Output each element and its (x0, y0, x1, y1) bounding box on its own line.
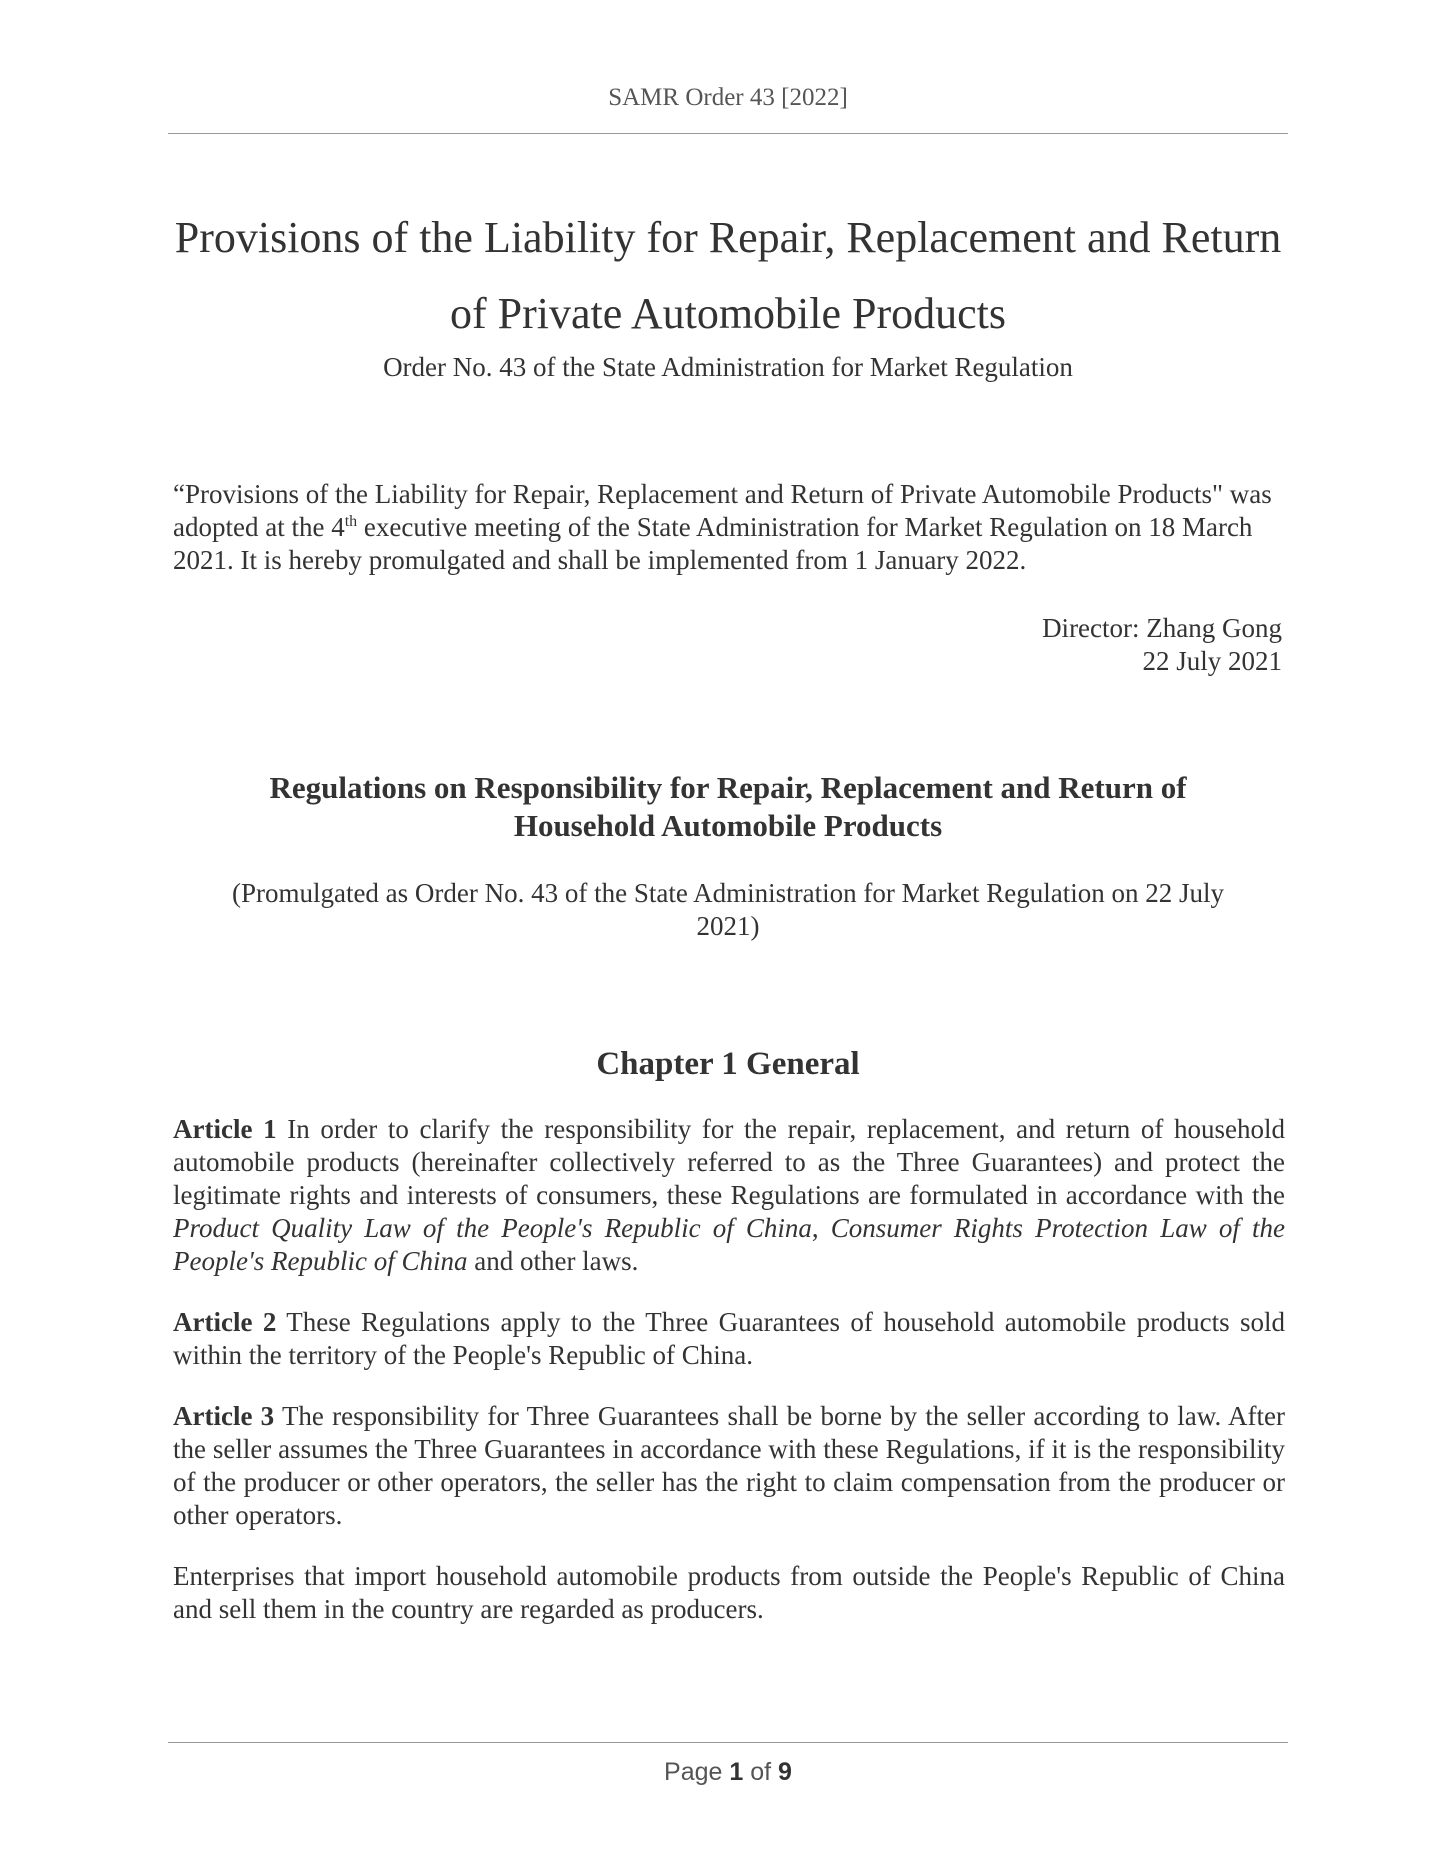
promulgation-note-line-2: 2021) (696, 911, 760, 941)
regulation-title (168, 769, 1288, 845)
article-label: Article 3 (173, 1401, 275, 1431)
document-subtitle: Order No. 43 of the State Administration for Market Regulation (383, 352, 1073, 382)
intro-text-part-2: executive meeting of the State Administration for Market Regulation on 18 March 2021. It is hereby promulgated and shall be implemented from 1 January 2022. (173, 512, 1253, 575)
intro-paragraph (173, 478, 1285, 577)
law-title: Consumer Rights Protection Law of the People's Republic of China (173, 1213, 1286, 1276)
regulation-title-line-2: Household Automobile Products (513, 808, 943, 843)
article-1 (173, 1113, 1285, 1278)
signature-date: 22 July 2021 (1142, 646, 1282, 676)
law-title: Product Quality Law of the People's Republic of China (173, 1213, 812, 1243)
chapter-heading: Chapter 1 General (596, 1046, 860, 1082)
article-text: and other laws. (467, 1246, 639, 1276)
promulgation-note-line-1: (Promulgated as Order No. 43 of the State Administration for Market Regulation on 22 July (231, 878, 1225, 908)
promulgation-note (168, 877, 1288, 943)
document-title-line-1: Provisions of the Liability for Repair, Replacement and Return (174, 213, 1282, 262)
header-divider (168, 133, 1288, 134)
of-word: of (750, 1758, 772, 1786)
document-title-line-2: of Private Automobile Products (449, 289, 1007, 338)
intro-superscript: th (344, 513, 358, 530)
regulation-title-line-1: Regulations on Responsibility for Repair, Replacement and Return of (269, 770, 1187, 805)
separator-text: , (811, 1213, 831, 1243)
document-title (160, 200, 1296, 352)
article-2 (173, 1306, 1285, 1372)
article-3 (173, 1400, 1285, 1532)
total-page-count: 9 (778, 1758, 792, 1786)
article-3-continuation: Enterprises that import household automobile products from outside the People's Republic of China and sell them in the country are regarded as producers. (173, 1561, 1285, 1624)
footer-divider (168, 1742, 1288, 1743)
article-text: These Regulations apply to the Three Guarantees of household automobile products sold within the territory of the People's Republic of China. (173, 1307, 1285, 1370)
director-name: Director: Zhang Gong (1042, 613, 1282, 643)
article-label: Article 2 (173, 1307, 277, 1337)
running-header: SAMR Order 43 [2022] (608, 84, 848, 111)
current-page-number: 1 (729, 1758, 744, 1786)
page-indicator (168, 1758, 1288, 1787)
signature-block (900, 612, 1282, 678)
article-label: Article 1 (173, 1114, 277, 1144)
article-text: The responsibility for Three Guarantees shall be borne by the seller according to law. After the seller assumes the Three Guarantees in accordance with these Regulations, if it is the responsibility of the producer or other operators, the seller has the right to claim compensation from the producer or other operators. (173, 1401, 1285, 1530)
intro-text-part-1: “Provisions of the Liability for Repair, Replacement and Return of Private Automobile Products" was adopted at the 4 (173, 479, 1272, 542)
page-word: Page (664, 1758, 723, 1786)
article-text: In order to clarify the responsibility for the repair, replacement, and return of household automobile products (hereinafter collectively referred to as the Three Guarantees) and protect the legitimate rights and interests of consumers, these Regulations are formulated in accordance with the (173, 1114, 1285, 1210)
